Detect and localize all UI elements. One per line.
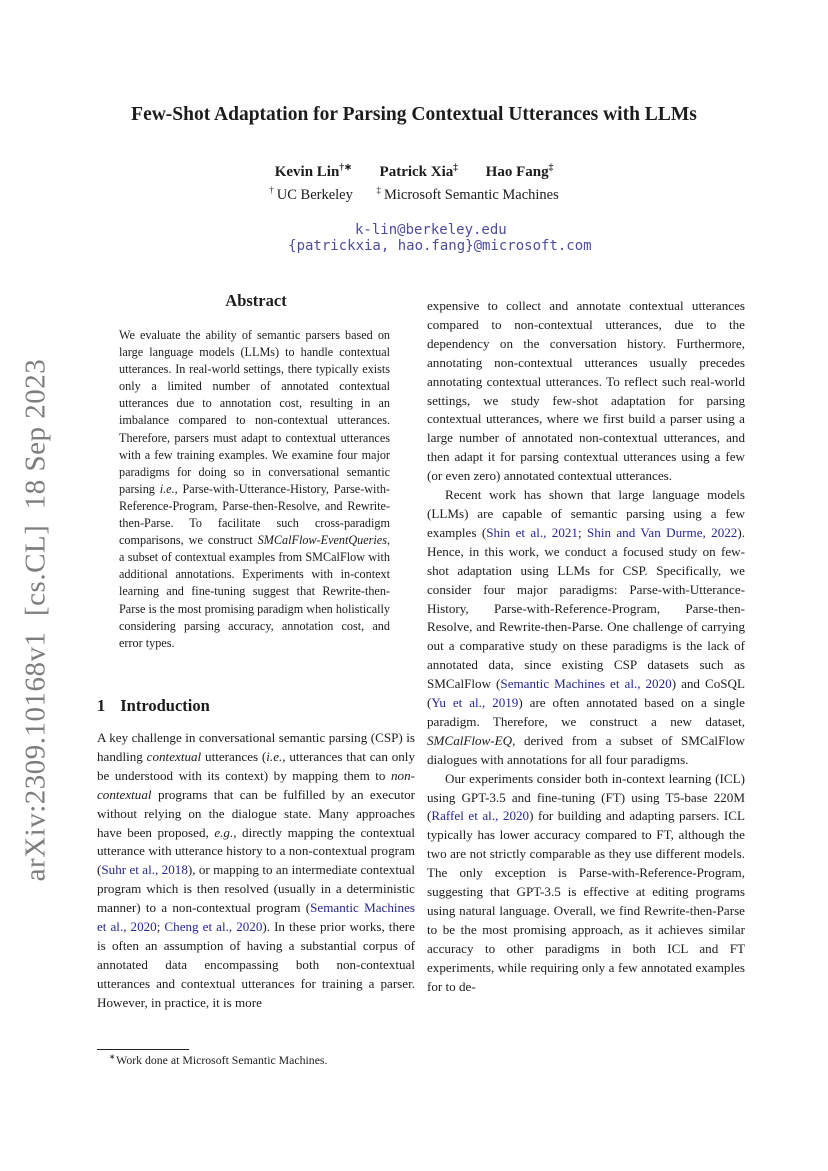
text-run: Parse-with-Utterance-History, Parse-with-Reference-Program, Parse-then-Resolve, and Rewrite-then-Parse. To facilitate such cross-paradigm comparisons, we construct bbox=[119, 481, 390, 548]
footnote-divider bbox=[97, 1049, 189, 1050]
affiliation-line bbox=[0, 187, 828, 204]
author-name: Hao Fang bbox=[485, 164, 549, 180]
text-run: Recent work has shown that large language models (LLMs) are capable of semantic parsing using a few examples ( bbox=[427, 487, 745, 540]
italic-text: SMCalFlow-EventQueries bbox=[257, 533, 387, 548]
abstract-heading: Abstract bbox=[225, 291, 287, 310]
citation-link[interactable]: Yu et al., 2019 bbox=[431, 695, 519, 711]
footnote-text bbox=[97, 1053, 415, 1068]
text-run: , directly mapping the contextual utterance with utterance history to a non-contextual program ( bbox=[97, 824, 415, 878]
author-line bbox=[0, 164, 828, 181]
text-run: ; bbox=[577, 524, 587, 540]
footnote-marker: ∗ bbox=[109, 1052, 116, 1062]
italic-text: non-contextual bbox=[97, 767, 415, 802]
italic-text: contextual bbox=[146, 748, 202, 764]
section-number: 1 bbox=[97, 696, 106, 715]
citation-link[interactable]: Raffel et al., 2020 bbox=[431, 808, 530, 824]
email-link[interactable]: k-lin@berkeley.edu bbox=[355, 222, 507, 238]
author bbox=[380, 164, 458, 180]
abstract-text bbox=[119, 327, 390, 693]
text-run: ) for building and adapting parsers. ICL typically has lower accuracy compared to FT, although the two are not strictly comparable as they use different models. The only exception is Parse-with-Reference-Program, suggesting that GPT-3.5 is effective at editing programs using natural language. Overall, we find Rewrite-then-Parse to be the most promising approach, as it achieves similar accuracy to other paradigms in both ICL and FT experiments, while requiring only a few annotated examples for to de- bbox=[427, 808, 745, 994]
footnote-body: Work done at Microsoft Semantic Machines. bbox=[116, 1053, 328, 1067]
citation-link[interactable]: Cheng et al., 2020 bbox=[164, 919, 263, 935]
citation-link[interactable]: Shin and Van Durme, 2022 bbox=[586, 524, 738, 540]
citation-link[interactable]: Suhr et al., 2018 bbox=[101, 862, 188, 878]
text-run: ; bbox=[156, 919, 165, 935]
text-run: A key challenge in conversational semantic parsing (CSP) is handling bbox=[97, 730, 415, 764]
text-run: , utterances that can only be understood with its context) by mapping them to bbox=[97, 748, 415, 783]
section-heading-introduction bbox=[97, 696, 415, 716]
author-affiliation-mark: †∗ bbox=[339, 163, 352, 173]
author-name: Kevin Lin bbox=[274, 164, 340, 180]
author-name: Patrick Xia bbox=[379, 164, 454, 180]
text-run: , a subset of contextual examples from SMCalFlow with additional annotations. Experiments with in-context learning and fine-tuning suggest that Rewrite-then-Parse is the most promising paradigm when holistically considering parsing accuracy, annotation cost, and error types. bbox=[119, 533, 390, 650]
intro-right-column bbox=[427, 297, 745, 1092]
italic-text: SMCalFlow-EQ bbox=[427, 732, 513, 748]
intro-paragraph-left-column bbox=[97, 729, 415, 1051]
affiliation-name: Microsoft Semantic Machines bbox=[383, 187, 559, 203]
paragraph bbox=[427, 486, 745, 770]
email-line bbox=[0, 206, 828, 270]
text-run: utterances ( bbox=[201, 748, 267, 764]
affiliation-name: UC Berkeley bbox=[276, 187, 353, 203]
text-run: We evaluate the ability of semantic parsers based on large language models (LLMs) to handle contextual utterances. In real-world settings, there typically exists only a limited number of annotated contextual utterances due to annotation cost, resulting in an imbalance compared to non-contextual utterances. Therefore, parsers must adapt to contextual utterances with a few training examples. We examine four major paradigms for doing so in conversational semantic parsing bbox=[119, 328, 390, 496]
citation-link[interactable]: Semantic Machines et al., 2020 bbox=[500, 676, 672, 692]
text-run: Our experiments consider both in-context learning (ICL) using GPT-3.5 and fine-tuning (FT) using T5-base 220M ( bbox=[427, 770, 745, 824]
text-run: ) and CoSQL ( bbox=[427, 676, 745, 711]
paragraph bbox=[427, 770, 745, 997]
email-link[interactable]: {patrickxia, hao.fang}@microsoft.com bbox=[288, 238, 592, 254]
footnote bbox=[97, 1049, 415, 1068]
citation-link[interactable]: Shin et al., 2021 bbox=[486, 524, 578, 540]
affiliation-mark: † bbox=[269, 185, 274, 196]
affiliation bbox=[376, 187, 558, 203]
paragraph-continuation bbox=[427, 297, 745, 486]
italic-text: e.g. bbox=[214, 824, 234, 840]
text-run: ). In these prior works, there is often an assumption of having a substantial corpus of annotated data encompassing both non-contextual utterances and contextual utterances for training a parser. However, in practice, it is more bbox=[97, 919, 415, 1010]
text-run: programs that can be fulfilled by an executor without relying on the dialogue state. Many approaches have been proposed, bbox=[97, 786, 415, 840]
text-run: ) are often annotated based on a single paradigm. Therefore, we construct a new dataset, bbox=[427, 695, 745, 729]
text-run: ), or mapping to an intermediate contextual program which is then resolved (usually in a deterministic manner) to a non-contextual program ( bbox=[97, 862, 415, 916]
text-run: , derived from a subset of SMCalFlow dialogues with annotations for all four paradigms. bbox=[427, 732, 745, 767]
italic-text: i.e., bbox=[159, 481, 178, 496]
italic-text: i.e. bbox=[266, 748, 283, 764]
author-affiliation-mark: ‡ bbox=[548, 163, 554, 173]
text-run: ). Hence, in this work, we conduct a focused study on few-shot adaptation using LLMs for CSP. Specifically, we consider four major paradigms: Parse-with-Utterance-History, Parse-with-Reference-Program, Parse-then-Resolve, and Rewrite-then-Parse. One challenge of carrying out a comparative study on these paradigms is the lack of annotated data, since existing CSP datasets such as SMCalFlow ( bbox=[427, 524, 745, 692]
citation-link[interactable]: Semantic Machines et al., 2020 bbox=[97, 900, 415, 935]
author bbox=[486, 164, 554, 180]
author-affiliation-mark: ‡ bbox=[453, 163, 458, 173]
author bbox=[275, 164, 352, 180]
paper-title: Few-Shot Adaptation for Parsing Contextual Utterances with LLMs bbox=[131, 104, 697, 125]
section-title: Introduction bbox=[120, 696, 210, 715]
affiliation-mark: ‡ bbox=[376, 185, 381, 196]
arxiv-watermark: arXiv:2309.10168v1 [cs.CL] 18 Sep 2023 bbox=[19, 358, 52, 882]
affiliation bbox=[269, 187, 353, 203]
text-run: expensive to collect and annotate contextual utterances compared to non-contextual utterances, due to the dependency on the conversation history. Furthermore, annotating non-contextual utterances usually precedes annotating contextual utterances. To reflect such real-world settings, we study few-shot adaptation for parsing contextual utterances, where we first build a parser using a large number of annotated non-contextual utterances, and then adapt it for parsing contextual utterances using a few (or even zero) annotated contextual utterances. bbox=[427, 298, 745, 484]
